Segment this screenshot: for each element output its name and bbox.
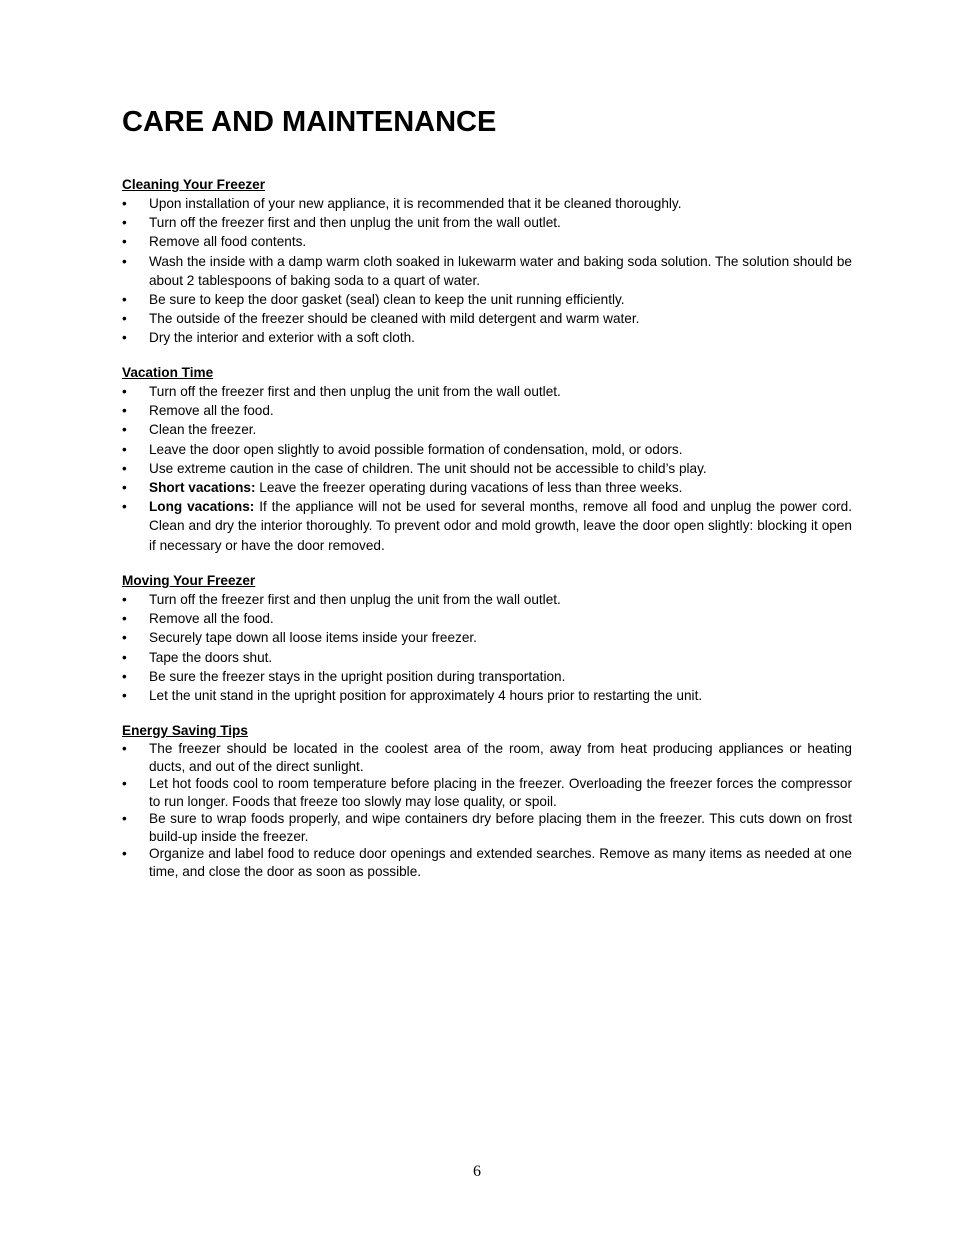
list-item: • Be sure to wrap foods properly, and wipe containers dry before placing them in the freezer. This cuts down on frost build-up inside the freezer. — [122, 811, 852, 844]
bullet-icon: • — [122, 499, 127, 515]
bullet-icon: • — [122, 460, 127, 476]
list-item: • Remove all food contents. — [122, 232, 852, 251]
bullet-icon: • — [122, 668, 127, 684]
list-item: • Tape the doors shut. — [122, 648, 852, 667]
list-item: • Turn off the freezer first and then unplug the unit from the wall outlet. — [122, 590, 852, 609]
section-vacation — [122, 364, 852, 555]
bullet-icon: • — [122, 234, 127, 250]
list-item: • Long vacations: If the appliance will not be used for several months, remove all food and unplug the power cord. Clean and dry the interior thoroughly. To prevent odor and mold growth, leave the door open slightly: blocking it open if necessary or have the door removed. — [122, 499, 852, 553]
list-item: • Turn off the freezer first and then unplug the unit from the wall outlet. — [122, 213, 852, 232]
list-item: • Organize and label food to reduce door openings and extended searches. Remove as many items as needed at one time, and close the door as soon as possible. — [122, 846, 852, 879]
bullet-icon: • — [122, 741, 127, 756]
section-moving — [122, 572, 852, 705]
bullet-icon: • — [122, 196, 127, 211]
bullet-icon: • — [122, 215, 127, 231]
bullet-icon: • — [122, 253, 127, 269]
section-heading: Cleaning Your Freezer — [122, 177, 266, 192]
item-lead: Short vacations: — [149, 480, 256, 496]
section-heading: Moving Your Freezer — [122, 573, 256, 588]
bullet-icon: • — [122, 311, 127, 327]
list-item: • Upon installation of your new appliance, it is recommended that it be cleaned thoroughly. — [122, 194, 852, 213]
bullet-icon: • — [122, 422, 127, 438]
bullet-list — [122, 740, 852, 880]
bullet-list — [122, 194, 852, 348]
list-item: • Use extreme caution in the case of children. The unit should not be accessible to child’s play. — [122, 459, 852, 478]
list-item: • Remove all the food. — [122, 401, 852, 420]
bullet-icon: • — [122, 611, 127, 627]
bullet-list — [122, 590, 852, 705]
bullet-icon: • — [122, 776, 127, 791]
list-item: • The outside of the freezer should be cleaned with mild detergent and warm water. — [122, 309, 852, 328]
bullet-icon: • — [122, 441, 127, 457]
list-item: • Be sure the freezer stays in the upright position during transportation. — [122, 667, 852, 686]
bullet-icon: • — [122, 811, 127, 826]
bullet-icon: • — [122, 330, 127, 346]
list-item: • Clean the freezer. — [122, 420, 852, 439]
bullet-icon: • — [122, 384, 127, 399]
page-number: 6 — [473, 1163, 481, 1180]
section-cleaning — [122, 176, 852, 348]
bullet-icon: • — [122, 649, 127, 665]
bullet-icon: • — [122, 846, 127, 861]
bullet-icon: • — [122, 403, 127, 419]
list-item: • Securely tape down all loose items inside your freezer. — [122, 628, 852, 647]
list-item: • Dry the interior and exterior with a soft cloth. — [122, 328, 852, 347]
list-item: • Remove all the food. — [122, 609, 852, 628]
list-item: • The freezer should be located in the coolest area of the room, away from heat producing appliances or heating ducts, and out of the direct sunlight. — [122, 741, 852, 774]
item-lead: Long vacations: — [149, 499, 255, 515]
list-item: • Let the unit stand in the upright position for approximately 4 hours prior to restarting the unit. — [122, 686, 852, 705]
bullet-icon: • — [122, 292, 127, 308]
list-item: • Wash the inside with a damp warm cloth soaked in lukewarm water and baking soda solution. The solution should be about 2 tablespoons of baking soda to a quart of water. — [122, 253, 852, 288]
section-energy — [122, 722, 852, 880]
bullet-icon: • — [122, 630, 127, 646]
bullet-icon: • — [122, 592, 127, 607]
section-heading: Vacation Time — [122, 365, 214, 380]
bullet-icon: • — [122, 480, 127, 496]
list-item: • Short vacations: Leave the freezer operating during vacations of less than three weeks. — [122, 478, 852, 497]
bullet-icon: • — [122, 688, 127, 704]
section-heading: Energy Saving Tips — [122, 723, 248, 738]
page-title: CARE AND MAINTENANCE — [122, 106, 497, 138]
bullet-list — [122, 382, 852, 555]
list-item: • Leave the door open slightly to avoid possible formation of condensation, mold, or odors. — [122, 440, 852, 459]
list-item: • Turn off the freezer first and then unplug the unit from the wall outlet. — [122, 382, 852, 401]
list-item: • Let hot foods cool to room temperature before placing in the freezer. Overloading the freezer forces the compressor to run longer. Foods that freeze too slowly may lose quality, or spoil. — [122, 776, 852, 809]
list-item: • Be sure to keep the door gasket (seal) clean to keep the unit running efficiently. — [122, 290, 852, 309]
